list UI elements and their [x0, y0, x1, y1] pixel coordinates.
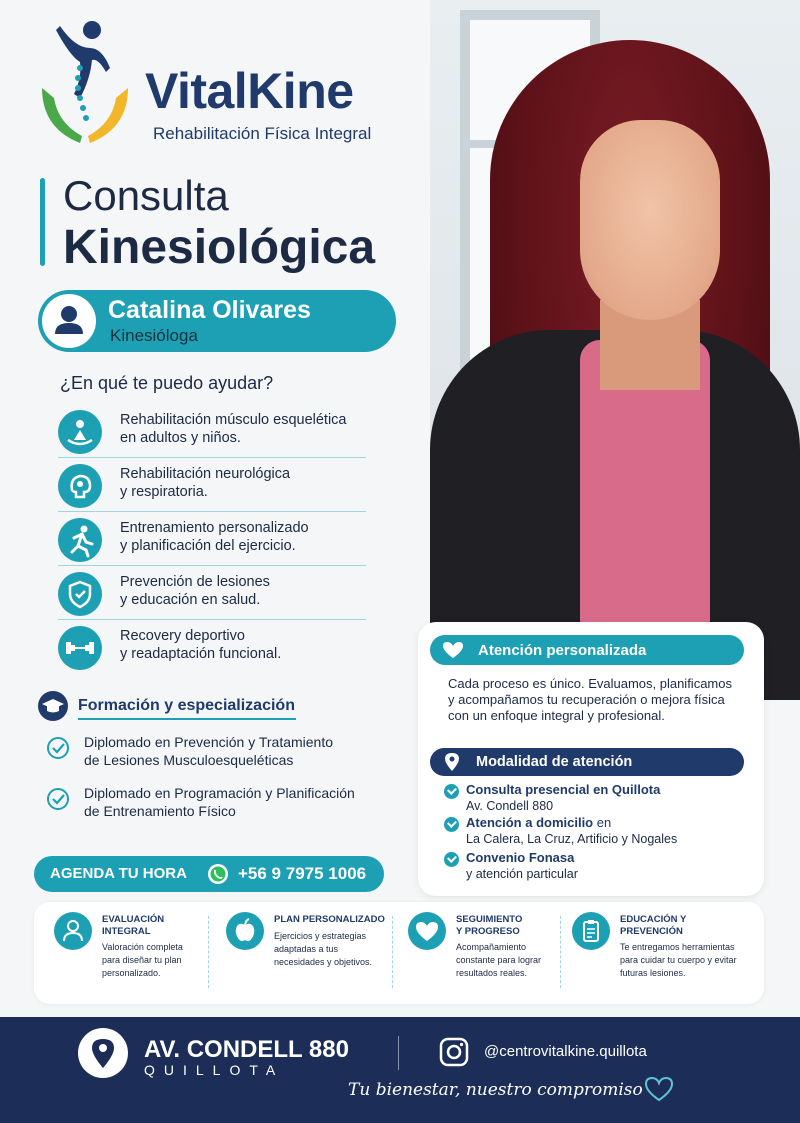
modality-item-title-suffix: en	[593, 815, 612, 830]
service-line2: y readaptación funcional.	[120, 646, 282, 662]
feature-evaluation	[34, 910, 212, 1000]
professional-name: Catalina Olivares	[108, 296, 311, 324]
service-line1: Prevención de lesiones	[120, 574, 270, 590]
apple-icon	[226, 912, 264, 950]
photo-face	[580, 120, 720, 320]
location-pin-icon	[444, 752, 460, 772]
brand-tagline: Rehabilitación Física Integral	[153, 124, 372, 143]
feature-desc: Te entregamos herramientas para cuidar tu cuerpo y evitar futuras lesiones.	[620, 942, 737, 978]
service-line1: Recovery deportivo	[120, 628, 245, 644]
check-circle-icon	[46, 736, 70, 760]
feature-title2: PREVENCIÓN	[620, 926, 683, 937]
list-item	[58, 622, 366, 674]
heart-icon	[442, 641, 464, 659]
modality-item-detail: La Calera, La Cruz, Artificio y Nogales	[466, 832, 678, 846]
shield-icon	[58, 572, 102, 616]
formation-underline	[78, 718, 296, 720]
vitalkine-logo-icon	[40, 18, 130, 153]
feature-desc: Ejercicios y estrategias adaptadas a tus necesidades y objetivos.	[274, 931, 373, 967]
diploma-line1: Diplomado en Prevención y Tratamiento	[84, 734, 334, 750]
diploma-line1: Diplomado en Programación y Planificación	[84, 785, 355, 801]
feature-desc: Acompañamiento constante para lograr resultados reales.	[456, 942, 542, 978]
service-line2: y respiratoria.	[120, 484, 208, 500]
service-line1: Rehabilitación músculo esquelética	[120, 412, 347, 428]
service-line2: y planificación del ejercicio.	[120, 538, 296, 554]
professional-role: Kinesióloga	[110, 326, 198, 345]
dumbbell-icon	[58, 626, 102, 670]
modality-item-title	[466, 815, 756, 830]
user-icon	[42, 294, 96, 348]
professional-badge	[38, 290, 396, 352]
feature-desc: Valoración completa para diseñar tu plan personalizado.	[102, 942, 183, 978]
whatsapp-icon	[206, 862, 230, 886]
feature-title1: SEGUIMIENTO	[456, 914, 523, 925]
attention-header	[430, 635, 744, 665]
feature-plan	[206, 910, 384, 1000]
service-line1: Rehabilitación neurológica	[120, 466, 291, 482]
location-pin-icon	[78, 1028, 128, 1078]
profile-photo	[430, 0, 800, 700]
avatar	[42, 294, 96, 348]
diploma-line2: de Entrenamiento Físico	[84, 803, 236, 819]
attention-title: Atención personalizada	[478, 642, 647, 659]
instagram-icon[interactable]	[438, 1036, 470, 1068]
feature-progress	[388, 910, 566, 1000]
brain-icon	[58, 464, 102, 508]
location-badge	[78, 1028, 128, 1078]
list-item	[58, 406, 366, 458]
heading-accent-bar	[40, 178, 45, 266]
modality-item-detail: y atención particular	[466, 867, 578, 881]
list-item	[58, 568, 366, 620]
brand-name: VitalKine	[145, 63, 354, 119]
phone-number[interactable]: +56 9 7975 1006	[238, 864, 367, 883]
help-title: ¿En qué te puedo ayudar?	[60, 373, 274, 393]
footer-divider	[398, 1036, 399, 1070]
service-line1: Entrenamiento personalizado	[120, 520, 309, 536]
check-circle-icon	[46, 787, 70, 811]
check-icon	[444, 817, 459, 832]
modality-title: Modalidad de atención	[476, 754, 633, 770]
body-rehab-icon	[58, 410, 102, 454]
modality-item-title: Convenio Fonasa	[466, 850, 575, 865]
feature-education	[552, 910, 737, 1000]
modality-item-detail: Av. Condell 880	[466, 799, 554, 813]
check-icon	[444, 784, 459, 799]
person-icon	[54, 912, 92, 950]
attention-text: Cada proceso es único. Evaluamos, planificamos y acompañamos tu recuperación o mejora física con un enfoque integral y profesional.	[448, 676, 732, 723]
heading-line1: Consulta	[63, 172, 229, 219]
feature-title1: PLAN PERSONALIZADO	[274, 914, 385, 925]
footer-city: QUILLOTA	[144, 1062, 285, 1078]
diploma-line2: de Lesiones Musculoesqueléticas	[84, 752, 294, 768]
instagram-handle[interactable]: @centrovitalkine.quillota	[484, 1043, 647, 1060]
heart-icon	[408, 912, 446, 950]
footer-slogan: Tu bienestar, nuestro compromiso	[348, 1080, 643, 1100]
modality-item-title-strong: Atención a domicilio	[466, 815, 594, 830]
check-icon	[444, 852, 459, 867]
clipboard-icon	[572, 912, 610, 950]
feature-title2: Y PROGRESO	[456, 926, 520, 937]
list-item	[58, 460, 366, 512]
running-icon	[58, 518, 102, 562]
heart-outline-icon	[644, 1076, 674, 1102]
modality-header	[430, 748, 744, 776]
agenda-button[interactable]	[34, 856, 384, 892]
feature-title1: EVALUACIÓN	[102, 914, 165, 925]
feature-title2: INTEGRAL	[102, 926, 151, 937]
feature-title1: EDUCACIÓN Y	[620, 914, 687, 925]
service-line2: en adultos y niños.	[120, 430, 241, 446]
service-line2: y educación en salud.	[120, 592, 261, 608]
agenda-label: AGENDA TU HORA	[50, 865, 187, 882]
modality-item-title: Consulta presencial en Quillota	[466, 782, 661, 797]
heading-line2: Kinesiológica	[63, 221, 376, 274]
footer-address: AV. CONDELL 880	[144, 1036, 349, 1063]
list-item	[58, 514, 366, 566]
formation-title: Formación y especialización	[78, 697, 295, 714]
graduation-cap-icon	[38, 691, 68, 721]
